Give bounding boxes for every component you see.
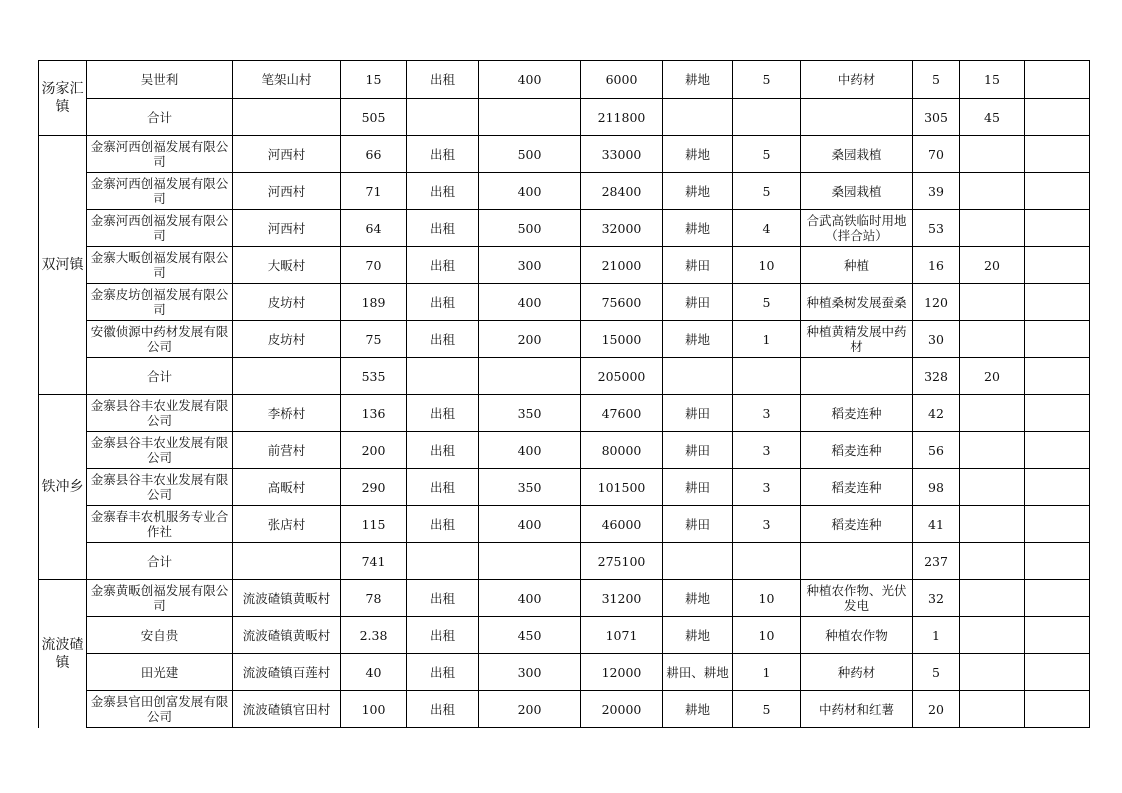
tenant-cell: 金寨县谷丰农业发展有限公司 [87,395,233,432]
note-cell [1025,654,1090,691]
tenant-cell: 金寨河西创福发展有限公司 [87,210,233,247]
term-cell: 1 [733,321,801,358]
households-cell: 42 [913,395,960,432]
use-cell: 种植农作物 [801,617,913,654]
mode-cell [407,543,479,580]
table-body [39,61,1090,728]
amount-cell: 211800 [581,99,663,136]
use-cell: 稻麦连种 [801,395,913,432]
households-cell: 30 [913,321,960,358]
price-cell: 500 [479,210,581,247]
land-type-cell: 耕田 [663,432,733,469]
land-type-cell [663,99,733,136]
extra-cell [960,617,1025,654]
area-cell: 189 [341,284,407,321]
table-row [39,617,1090,654]
mode-cell: 出租 [407,580,479,617]
mode-cell: 出租 [407,284,479,321]
village-cell: 流波碴镇黄畈村 [233,580,341,617]
term-cell: 5 [733,136,801,173]
use-cell: 种植黄精发展中药材 [801,321,913,358]
village-cell [233,543,341,580]
land-type-cell: 耕田 [663,284,733,321]
tenant-cell: 金寨大畈创福发展有限公司 [87,247,233,284]
term-cell: 5 [733,173,801,210]
use-cell [801,358,913,395]
amount-cell: 205000 [581,358,663,395]
price-cell: 350 [479,469,581,506]
amount-cell: 80000 [581,432,663,469]
term-cell [733,358,801,395]
mode-cell: 出租 [407,395,479,432]
price-cell: 500 [479,136,581,173]
households-cell: 328 [913,358,960,395]
village-cell: 笔架山村 [233,61,341,99]
area-cell: 71 [341,173,407,210]
table-row [39,247,1090,284]
note-cell [1025,99,1090,136]
note-cell [1025,395,1090,432]
town-cell: 铁冲乡 [39,395,87,580]
land-type-cell: 耕地 [663,691,733,728]
use-cell: 种植桑树发展蚕桑 [801,284,913,321]
tenant-cell: 合计 [87,543,233,580]
households-cell: 237 [913,543,960,580]
term-cell: 5 [733,61,801,99]
term-cell: 3 [733,395,801,432]
extra-cell [960,395,1025,432]
land-type-cell: 耕地 [663,210,733,247]
extra-cell [960,136,1025,173]
amount-cell: 32000 [581,210,663,247]
land-type-cell: 耕田 [663,469,733,506]
tenant-cell: 金寨河西创福发展有限公司 [87,173,233,210]
households-cell: 41 [913,506,960,543]
price-cell: 400 [479,61,581,99]
note-cell [1025,691,1090,728]
term-cell: 10 [733,617,801,654]
price-cell [479,358,581,395]
land-type-cell: 耕地 [663,321,733,358]
area-cell: 66 [341,136,407,173]
land-type-cell: 耕地 [663,617,733,654]
tenant-cell: 安自贵 [87,617,233,654]
table-row [39,99,1090,136]
mode-cell [407,99,479,136]
area-cell: 136 [341,395,407,432]
tenant-cell: 金寨县官田创富发展有限公司 [87,691,233,728]
village-cell: 河西村 [233,173,341,210]
households-cell: 1 [913,617,960,654]
amount-cell: 21000 [581,247,663,284]
price-cell: 200 [479,321,581,358]
term-cell: 5 [733,284,801,321]
note-cell [1025,173,1090,210]
table-row [39,506,1090,543]
tenant-cell: 金寨县谷丰农业发展有限公司 [87,469,233,506]
land-type-cell: 耕地 [663,580,733,617]
note-cell [1025,506,1090,543]
land-type-cell: 耕田、耕地 [663,654,733,691]
note-cell [1025,284,1090,321]
town-cell: 汤家汇 镇 [39,61,87,136]
price-cell: 400 [479,506,581,543]
mode-cell: 出租 [407,617,479,654]
term-cell: 3 [733,506,801,543]
land-type-cell: 耕地 [663,173,733,210]
table-row [39,61,1090,99]
use-cell: 种植 [801,247,913,284]
use-cell: 中药材和红薯 [801,691,913,728]
households-cell: 5 [913,654,960,691]
area-cell: 78 [341,580,407,617]
area-cell: 100 [341,691,407,728]
use-cell: 桑园栽植 [801,173,913,210]
extra-cell [960,210,1025,247]
extra-cell: 20 [960,358,1025,395]
mode-cell: 出租 [407,654,479,691]
term-cell: 3 [733,469,801,506]
mode-cell: 出租 [407,173,479,210]
tenant-cell: 金寨黄畈创福发展有限公司 [87,580,233,617]
amount-cell: 33000 [581,136,663,173]
village-cell: 李桥村 [233,395,341,432]
extra-cell: 20 [960,247,1025,284]
village-cell: 皮坊村 [233,321,341,358]
use-cell [801,99,913,136]
mode-cell: 出租 [407,247,479,284]
use-cell: 种植农作物、光伏发电 [801,580,913,617]
note-cell [1025,61,1090,99]
table-row [39,654,1090,691]
note-cell [1025,580,1090,617]
use-cell: 合武高铁临时用地（拌合站） [801,210,913,247]
households-cell: 5 [913,61,960,99]
amount-cell: 101500 [581,469,663,506]
tenant-cell: 金寨县谷丰农业发展有限公司 [87,432,233,469]
use-cell: 桑园栽植 [801,136,913,173]
village-cell: 流波碴镇百莲村 [233,654,341,691]
tenant-cell: 安徽侦源中药材发展有限公司 [87,321,233,358]
area-cell: 115 [341,506,407,543]
extra-cell [960,543,1025,580]
term-cell: 10 [733,247,801,284]
mode-cell: 出租 [407,61,479,99]
extra-cell [960,691,1025,728]
extra-cell [960,506,1025,543]
extra-cell [960,580,1025,617]
table-row [39,321,1090,358]
households-cell: 20 [913,691,960,728]
note-cell [1025,358,1090,395]
price-cell: 400 [479,284,581,321]
table-row [39,691,1090,728]
village-cell: 河西村 [233,136,341,173]
mode-cell: 出租 [407,432,479,469]
households-cell: 305 [913,99,960,136]
amount-cell: 47600 [581,395,663,432]
term-cell [733,543,801,580]
area-cell: 535 [341,358,407,395]
table-row [39,432,1090,469]
use-cell: 稻麦连种 [801,469,913,506]
village-cell: 张店村 [233,506,341,543]
amount-cell: 28400 [581,173,663,210]
households-cell: 56 [913,432,960,469]
area-cell: 741 [341,543,407,580]
tenant-cell: 吴世利 [87,61,233,99]
households-cell: 70 [913,136,960,173]
households-cell: 98 [913,469,960,506]
amount-cell: 20000 [581,691,663,728]
use-cell: 稻麦连种 [801,506,913,543]
extra-cell [960,469,1025,506]
note-cell [1025,247,1090,284]
village-cell: 大畈村 [233,247,341,284]
note-cell [1025,136,1090,173]
price-cell: 450 [479,617,581,654]
area-cell: 40 [341,654,407,691]
area-cell: 200 [341,432,407,469]
households-cell: 32 [913,580,960,617]
village-cell: 流波碴镇黄畈村 [233,617,341,654]
price-cell: 300 [479,654,581,691]
note-cell [1025,617,1090,654]
extra-cell [960,284,1025,321]
households-cell: 16 [913,247,960,284]
term-cell: 4 [733,210,801,247]
note-cell [1025,543,1090,580]
extra-cell [960,654,1025,691]
amount-cell: 75600 [581,284,663,321]
town-cell: 流波碴 镇 [39,580,87,728]
table-row [39,543,1090,580]
mode-cell: 出租 [407,136,479,173]
mode-cell: 出租 [407,691,479,728]
note-cell [1025,432,1090,469]
village-cell: 前营村 [233,432,341,469]
price-cell [479,99,581,136]
price-cell: 400 [479,580,581,617]
mode-cell: 出租 [407,210,479,247]
tenant-cell: 合计 [87,99,233,136]
amount-cell: 6000 [581,61,663,99]
land-type-cell: 耕田 [663,247,733,284]
use-cell: 稻麦连种 [801,432,913,469]
amount-cell: 12000 [581,654,663,691]
village-cell [233,99,341,136]
table-row [39,358,1090,395]
price-cell: 400 [479,432,581,469]
area-cell: 70 [341,247,407,284]
land-type-cell [663,543,733,580]
term-cell: 1 [733,654,801,691]
area-cell: 75 [341,321,407,358]
tenant-cell: 田光建 [87,654,233,691]
price-cell: 400 [479,173,581,210]
tenant-cell: 金寨河西创福发展有限公司 [87,136,233,173]
note-cell [1025,210,1090,247]
land-type-cell: 耕田 [663,506,733,543]
mode-cell: 出租 [407,469,479,506]
table-row [39,469,1090,506]
land-type-cell [663,358,733,395]
mode-cell [407,358,479,395]
table-row [39,284,1090,321]
note-cell [1025,321,1090,358]
extra-cell: 15 [960,61,1025,99]
price-cell: 300 [479,247,581,284]
extra-cell [960,173,1025,210]
amount-cell: 275100 [581,543,663,580]
price-cell [479,543,581,580]
table-row [39,173,1090,210]
town-cell: 双河镇 [39,136,87,395]
price-cell: 200 [479,691,581,728]
amount-cell: 46000 [581,506,663,543]
term-cell: 3 [733,432,801,469]
table-row [39,580,1090,617]
households-cell: 39 [913,173,960,210]
term-cell [733,99,801,136]
land-type-cell: 耕地 [663,61,733,99]
price-cell: 350 [479,395,581,432]
village-cell: 高畈村 [233,469,341,506]
use-cell: 中药材 [801,61,913,99]
table-row [39,210,1090,247]
extra-cell: 45 [960,99,1025,136]
amount-cell: 1071 [581,617,663,654]
note-cell [1025,469,1090,506]
village-cell: 皮坊村 [233,284,341,321]
extra-cell [960,432,1025,469]
land-type-cell: 耕地 [663,136,733,173]
land-transfer-table [38,60,1090,728]
amount-cell: 15000 [581,321,663,358]
area-cell: 15 [341,61,407,99]
village-cell: 流波碴镇官田村 [233,691,341,728]
households-cell: 53 [913,210,960,247]
village-cell [233,358,341,395]
use-cell: 种药材 [801,654,913,691]
households-cell: 120 [913,284,960,321]
area-cell: 290 [341,469,407,506]
term-cell: 10 [733,580,801,617]
land-type-cell: 耕田 [663,395,733,432]
tenant-cell: 金寨皮坊创福发展有限公司 [87,284,233,321]
mode-cell: 出租 [407,321,479,358]
table-row [39,136,1090,173]
amount-cell: 31200 [581,580,663,617]
area-cell: 64 [341,210,407,247]
village-cell: 河西村 [233,210,341,247]
table-row [39,395,1090,432]
extra-cell [960,321,1025,358]
use-cell [801,543,913,580]
tenant-cell: 金寨春丰农机服务专业合作社 [87,506,233,543]
mode-cell: 出租 [407,506,479,543]
area-cell: 2.38 [341,617,407,654]
tenant-cell: 合计 [87,358,233,395]
term-cell: 5 [733,691,801,728]
area-cell: 505 [341,99,407,136]
